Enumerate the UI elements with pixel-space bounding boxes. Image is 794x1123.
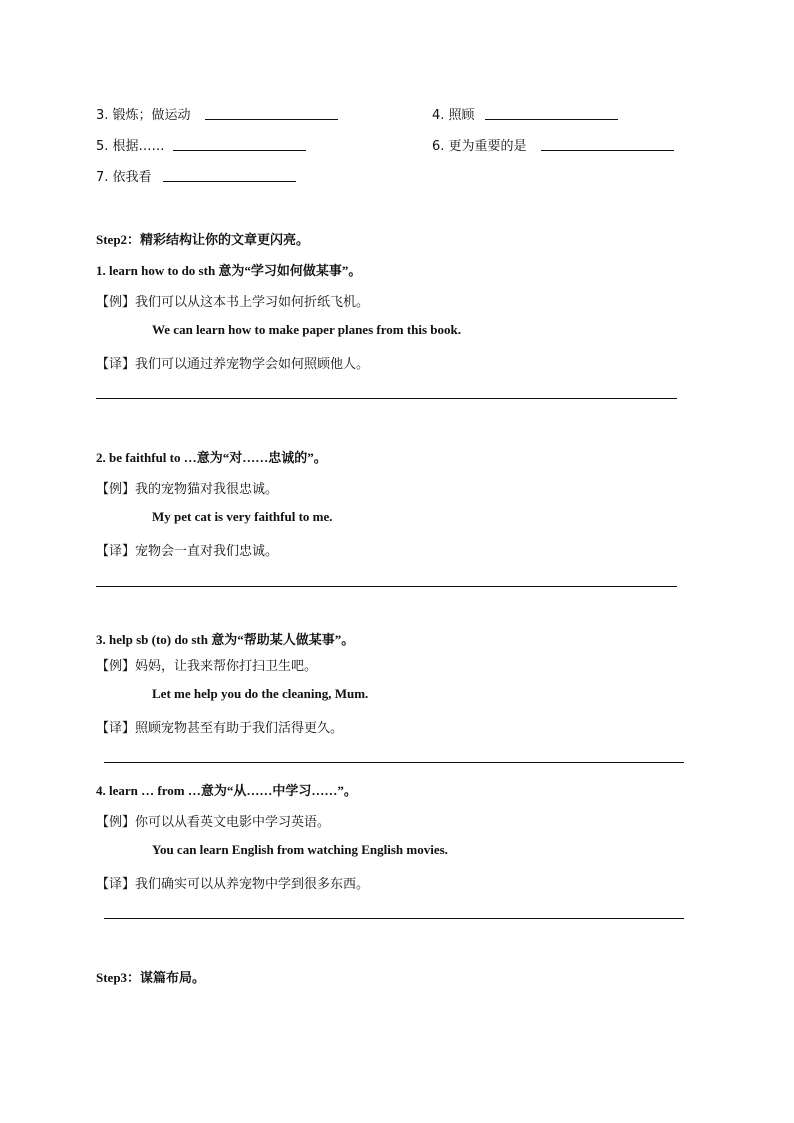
vocab-blank-7[interactable] <box>163 181 296 182</box>
item-1-example-en: We can learn how to make paper planes from this book. <box>152 322 462 337</box>
item-4-answer-line[interactable] <box>104 918 684 919</box>
vocab-item-5: 5. 根据…… <box>96 139 165 154</box>
item-4-example-en: You can learn English from watching English movies. <box>152 842 448 857</box>
vocab-blank-5[interactable] <box>173 150 306 151</box>
item-4-heading: 4. learn … from …意为“从……中学习……”。 <box>96 783 357 798</box>
item-2-example-en: My pet cat is very faithful to me. <box>152 509 333 524</box>
item-2-heading: 2. be faithful to …意为“对……忠诚的”。 <box>96 450 327 465</box>
item-3-heading: 3. help sb (to) do sth 意为“帮助某人做某事”。 <box>96 632 355 647</box>
item-4-translate: 【译】我们确实可以从养宠物中学到很多东西。 <box>96 877 370 892</box>
item-3-example-en: Let me help you do the cleaning, Mum. <box>152 686 369 701</box>
item-1-answer-line[interactable] <box>96 398 677 399</box>
item-1-example-cn: 【例】我们可以从这本书上学习如何折纸飞机。 <box>96 295 370 310</box>
item-3-translate: 【译】照顾宠物甚至有助于我们活得更久。 <box>96 721 344 736</box>
item-3-answer-line[interactable] <box>104 762 684 763</box>
step2-title: Step2：精彩结构让你的文章更闪亮。 <box>96 232 310 247</box>
vocab-item-6: 6. 更为重要的是 <box>432 139 527 154</box>
item-1-translate: 【译】我们可以通过养宠物学会如何照顾他人。 <box>96 357 370 372</box>
item-2-answer-line[interactable] <box>96 586 677 587</box>
item-2-example-cn: 【例】我的宠物猫对我很忠诚。 <box>96 482 279 497</box>
step3-title: Step3：谋篇布局。 <box>96 970 206 985</box>
vocab-item-7: 7. 依我看 <box>96 170 152 185</box>
item-2-translate: 【译】宠物会一直对我们忠诚。 <box>96 544 279 559</box>
item-1-heading: 1. learn how to do sth 意为“学习如何做某事”。 <box>96 263 362 278</box>
vocab-item-3: 3. 锻炼；做运动 <box>96 108 191 123</box>
vocab-blank-4[interactable] <box>485 119 618 120</box>
item-3-example-cn: 【例】妈妈，让我来帮你打扫卫生吧。 <box>96 659 318 674</box>
vocab-item-4: 4. 照顾 <box>432 108 475 123</box>
item-4-example-cn: 【例】你可以从看英文电影中学习英语。 <box>96 815 331 830</box>
vocab-blank-3[interactable] <box>205 119 338 120</box>
vocab-blank-6[interactable] <box>541 150 674 151</box>
